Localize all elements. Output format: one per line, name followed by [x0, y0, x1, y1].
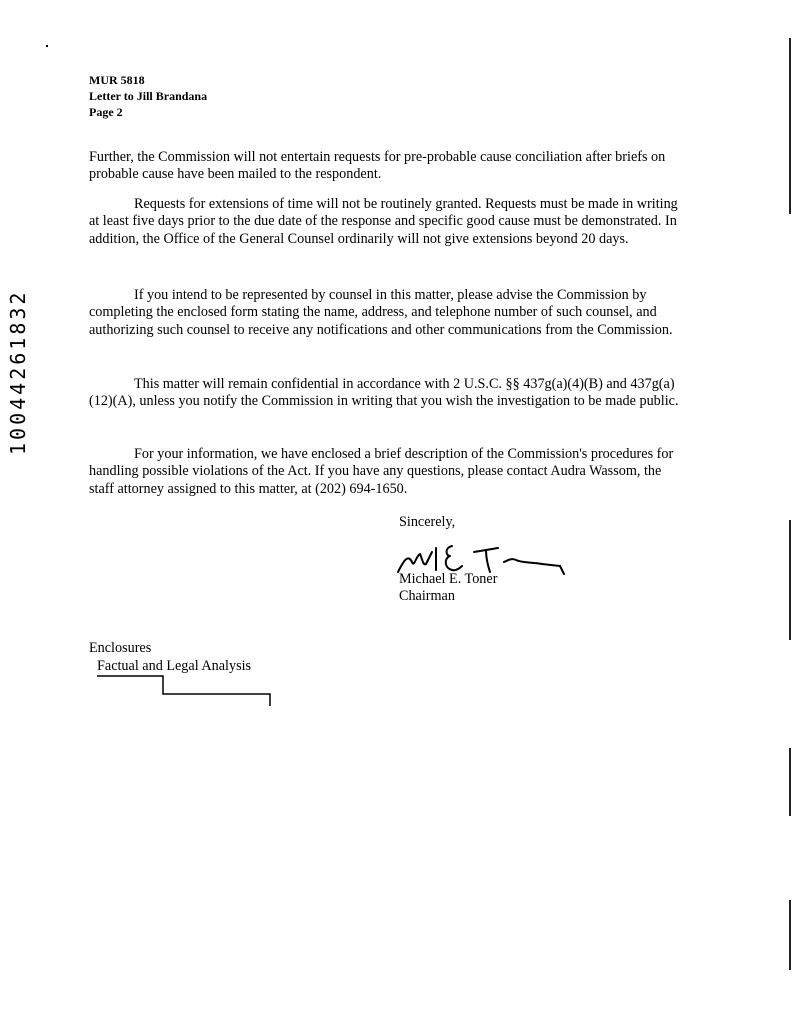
bates-number: 10044261832	[6, 289, 30, 455]
paragraph-confidentiality: This matter will remain confidential in accordance with 2 U.S.C. §§ 437g(a)(4)(B) and 437g(a)(12)(A), unless you notify the Commission in writing that you wish the investigation to be made public.	[89, 376, 679, 410]
letter-subject: Letter to Jill Brandana	[89, 89, 208, 103]
scan-edge-line	[789, 520, 791, 640]
paragraph-contact: For your information, we have enclosed a brief description of the Commission's procedures for handling possible violations of the Act. If you have any questions, please contact Audra Wassom, the staff attorney assigned to this matter, at (202) 694-1650.	[89, 446, 674, 497]
page-number: Page 2	[89, 105, 123, 119]
enclosures-label: Enclosures	[89, 640, 152, 656]
scan-edge-line	[789, 748, 791, 816]
letter-header	[89, 72, 207, 120]
signer-title: Chairman	[399, 588, 455, 604]
scan-edge-line	[789, 38, 791, 214]
case-number: MUR 5818	[89, 73, 145, 87]
scan-speck	[46, 45, 48, 47]
salutation: Sincerely,	[399, 514, 456, 530]
enclosure-item: Factual and Legal Analysis	[97, 658, 252, 674]
signer-name: Michael E. Toner	[399, 571, 498, 587]
paragraph-extensions: Requests for extensions of time will not be routinely granted. Requests must be made in writing at least five days prior to the due date of the response and specific good cause must be demonstrated. In addition, the Office of the General Counsel ordinarily will not give extensions beyond 20 days.	[89, 196, 678, 247]
enclosure-bracket	[90, 672, 280, 712]
scan-edge-line	[789, 900, 791, 970]
paragraph-counsel: If you intend to be represented by counsel in this matter, please advise the Commission by completing the enclosed form stating the name, address, and telephone number of such counsel, and authorizing such counsel to receive any notifications and other communications from the Commission.	[89, 287, 673, 338]
paragraph-conciliation: Further, the Commission will not entertain requests for pre-probable cause conciliation after briefs on probable cause have been mailed to the respondent.	[89, 149, 666, 183]
